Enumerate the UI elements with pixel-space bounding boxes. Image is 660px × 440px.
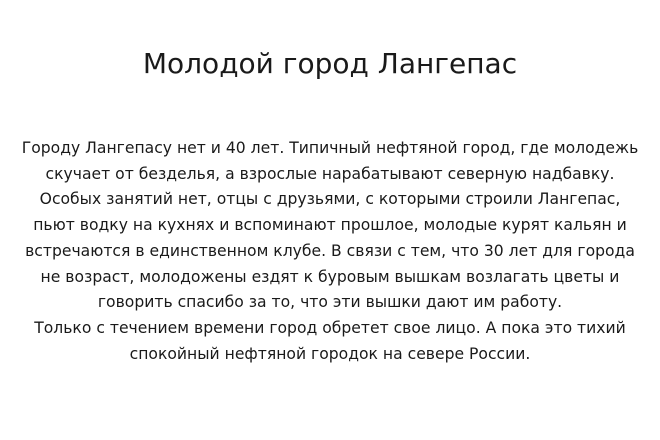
body-paragraph-1: Городу Лангепасу нет и 40 лет. Типичный нефтяной город, где молодежь скучает от безделья, а взрослые нарабатывают северную надбавку. Особых занятий нет, отцы с друзьями, с которыми строили Лангепас, пьют водку на кухнях и вспоминают прошлое, молодые курят кальян и встречаются в единственном клубе. В связи с тем, что 30 лет для города не возраст, молодожены ездят к буровым вышкам возлагать цветы и говорить спасибо за то, что эти вышки дают им работу. <box>21 139 639 312</box>
slide-body <box>20 136 640 367</box>
slide-title: Молодой город Лангепас <box>142 47 518 80</box>
body-paragraph-2: Только с течением времени город обретет свое лицо. А пока это тихий спокойный нефтяной городок на севере России. <box>34 318 626 363</box>
